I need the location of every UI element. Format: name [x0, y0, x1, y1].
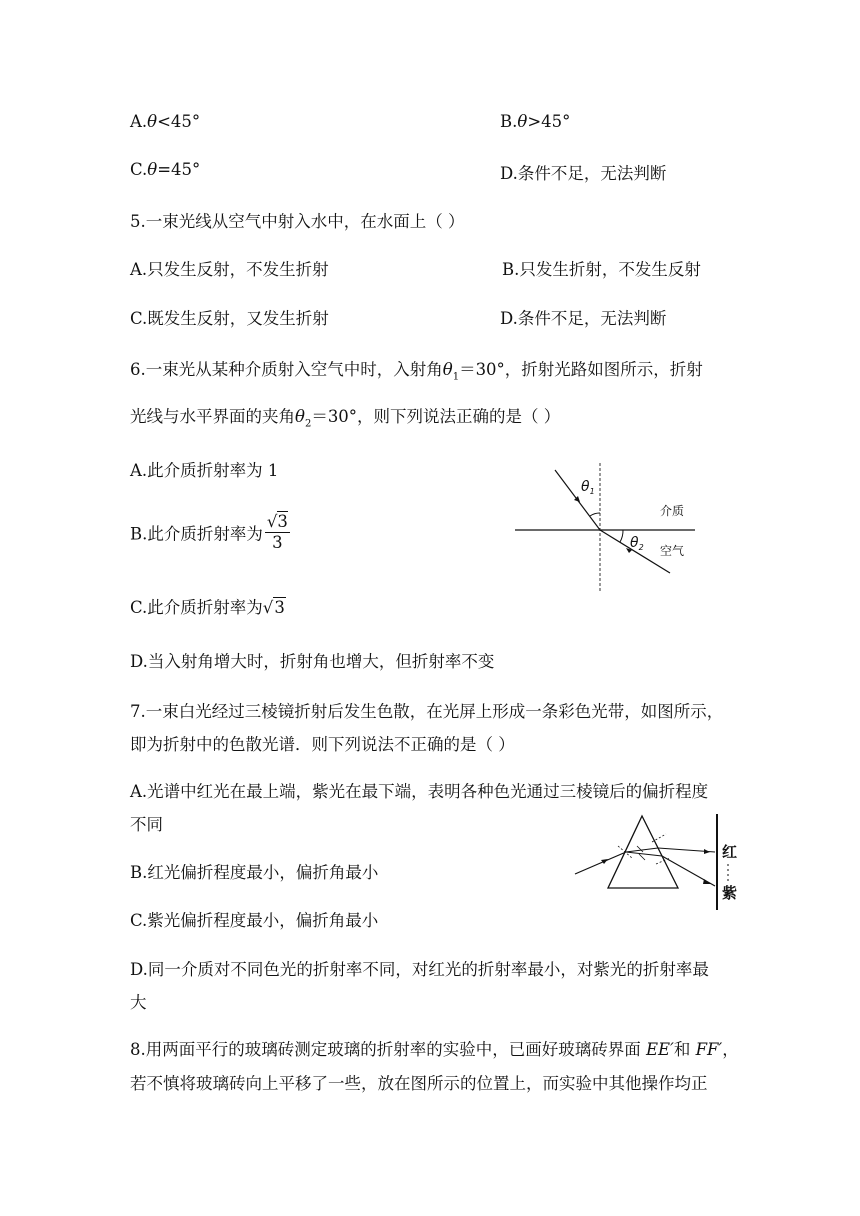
q4-option-c: C.θ=45° [130, 160, 201, 179]
air-label: 空气 [660, 544, 685, 558]
q6-option-a: A.此介质折射率为 1 [130, 461, 279, 480]
sqrt-3: √3 [262, 598, 285, 617]
q7-option-d-line1: D.同一介质对不同色光的折射率不同，对红光的折射率最小，对紫光的折射率最 [130, 960, 709, 979]
theta2-label: $\theta_2$ [630, 535, 644, 552]
q7-option-d-line2: 大 [130, 993, 147, 1012]
q4-option-a: A.θ<45° [130, 112, 201, 131]
q6-stem-line1: 6.一束光从某种介质射入空气中时，入射角$\theta_1=30^\circ$，折射光路如图所示，折射 [130, 360, 703, 383]
q5-option-c: C.既发生反射，又发生折射 [130, 309, 329, 328]
q7-prism-diagram [570, 812, 750, 914]
incident-arrow-icon [601, 859, 608, 864]
q6-option-c: C.此介质折射率为√3 [130, 598, 285, 617]
q6-option-d: D.当入射角增大时，折射角也增大，但折射率不变 [130, 652, 495, 671]
q7-option-a-line2: 不同 [130, 815, 163, 834]
q5-option-d: D.条件不足，无法判断 [500, 309, 667, 328]
q6-option-b: B.此介质折射率为 $\frac{√3}{3}$ [130, 512, 288, 552]
incident-ray [575, 852, 626, 874]
medium-label: 介质 [660, 504, 685, 518]
q8-stem-line2: 若不慎将玻璃砖向上平移了一些，放在图所示的位置上，而实验中其他操作均正 [130, 1074, 708, 1093]
q6-stem-line2: 光线与水平界面的夹角$\theta_2=30^\circ$，则下列说法正确的是（ ） [130, 407, 561, 430]
q4-option-d: D.条件不足，无法判断 [500, 164, 667, 183]
q5-option-b: B.只发生折射，不发生反射 [502, 260, 701, 279]
q7-stem-line2: 即为折射中的色散光谱．则下列说法不正确的是（ ） [130, 735, 515, 754]
violet-label: 紫 [722, 884, 738, 902]
q7-stem-line1: 7.一束白光经过三棱镜折射后发生色散，在光屏上形成一条彩色光带，如图所示， [130, 702, 724, 721]
violet-arrow-icon [703, 879, 711, 884]
q8-stem-line1: 8.用两面平行的玻璃砖测定玻璃的折射率的实验中，已画好玻璃砖界面 EE′和 FF′， [130, 1040, 739, 1059]
q6-refraction-diagram [510, 458, 710, 598]
fraction-sqrt3-over-3: $\frac{√3}{3}$ [266, 512, 288, 552]
q7-option-c: C.紫光偏折程度最小，偏折角最小 [130, 911, 379, 930]
q7-option-b: B.红光偏折程度最小，偏折角最小 [130, 863, 379, 882]
theta1-label: $\theta_1$ [581, 479, 595, 496]
red-label: 红 [722, 843, 738, 861]
q5-stem: 5.一束光线从空气中射入水中，在水面上（ ） [130, 212, 465, 231]
q4-option-b: B.θ>45° [500, 112, 571, 131]
q5-option-a: A.只发生反射，不发生折射 [130, 260, 329, 279]
q7-option-a-line1: A.光谱中红光在最上端，紫光在最下端，表明各种色光通过三棱镜后的偏折程度 [130, 782, 709, 801]
